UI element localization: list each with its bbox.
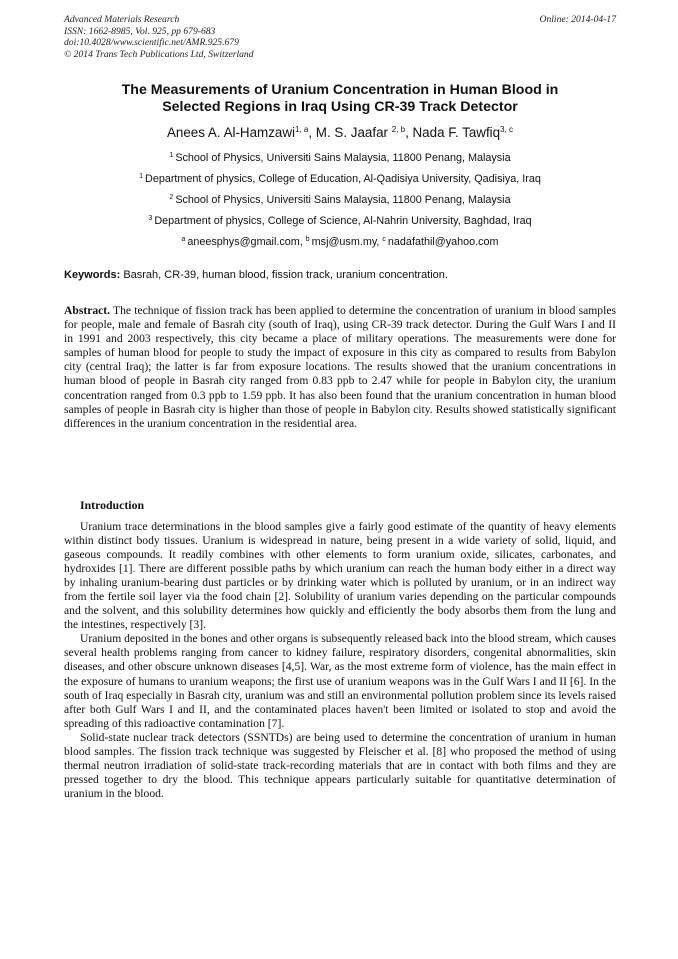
journal-name: Advanced Materials Research — [64, 14, 180, 25]
author-list: Anees A. Al-Hamzawi$^{1, a}$, M. S. Jaafar $^{2, b}$, Nada F. Tawfiq$^{3, c}$ — [166, 125, 514, 140]
affiliation-superscript: 1 — [139, 173, 144, 180]
keywords-text: Basrah, CR-39, human blood, fission track, uranium concentration. — [123, 269, 448, 281]
affiliation-superscript: 2 — [169, 194, 174, 201]
keywords — [64, 268, 616, 282]
affiliation-list — [64, 148, 616, 253]
affiliation-text: School of Physics, Universiti Sains Malaysia, 11800 Penang, Malaysia — [175, 152, 511, 164]
email-text: msj@usm.my, — [311, 236, 383, 248]
affiliation-superscript: 1 — [169, 152, 174, 159]
affiliation — [64, 169, 616, 190]
introduction-body — [64, 520, 616, 801]
abstract — [64, 304, 616, 431]
author-superscript: 2, b — [391, 125, 406, 134]
author-name: Anees A. Al-Hamzawi — [166, 125, 295, 140]
journal-header — [64, 14, 616, 60]
doi-line: doi:10.4028/www.scientific.net/AMR.925.679 — [64, 37, 239, 49]
affiliation — [64, 148, 616, 169]
section-heading-introduction: Introduction — [80, 498, 145, 512]
affiliation — [64, 190, 616, 211]
email-superscript: c — [382, 236, 386, 243]
email-superscript: a — [181, 236, 186, 243]
title-line-2: Selected Regions in Iraq Using CR-39 Track Detector — [162, 99, 518, 115]
email-text: aneesphys@gmail.com, — [187, 236, 306, 248]
copyright-line: © 2014 Trans Tech Publications Ltd, Switzerland — [64, 48, 254, 60]
keywords-label: Keywords: — [64, 269, 121, 281]
author-superscript: 3, c — [500, 125, 514, 134]
author-name: Nada F. Tawfiq — [412, 125, 501, 140]
paragraph: Uranium deposited in the bones and other organs is subsequently released back into the blood stream, which causes several health problems ranging from cancer to kidney failure, respiratory disorders, congenital abnormalities, skin diseases, and other obscure unknown diseases [4,5]. War, as the most extreme form of violence, has the main effect in the exposure of humans to uranium weapons; the first use of uranium weapons was in the Gulf Wars I and II [6]. In the south of Iraq especially in Basrah city, uranium was and still an environmental pollution problem since its levels raised after both Gulf Wars I and II, and the contaminated places haven't been limited or isolated to stop and avoid the spreading of this radioactive contamination [7]. — [64, 632, 616, 730]
affiliation-superscript: 3 — [148, 215, 153, 222]
affiliation-text: Department of physics, College of Education, Al-Qadisiya University, Qadisiya, Iraq — [145, 173, 541, 185]
abstract-label: Abstract. — [64, 304, 111, 317]
paragraph: Solid-state nuclear track detectors (SSNTDs) are being used to determine the concentration of uranium in human blood samples. The fission track technique was suggested by Fleischer et al. [8] who proposed the method of using thermal neutron irradiation of solid-state track-recording materials that are in contact with both films and they are pressed together to dry the blood. This technique appears particularly suitable for quantitative determination of uranium in the blood. — [64, 730, 616, 800]
email-superscript: b — [305, 236, 310, 243]
email-text: nadafathil@yahoo.com — [387, 236, 499, 248]
author-name: M. S. Jaafar — [315, 125, 388, 140]
affiliation-text: School of Physics, Universiti Sains Malaysia, 11800 Penang, Malaysia — [175, 194, 511, 206]
email-line — [64, 232, 616, 253]
abstract-text: The technique of fission track has been applied to determine the concentration of uranium in blood samples for people, male and female of Basrah city (south of Iraq), using CR-39 track detector. During the Gulf Wars I and II in 1991 and 2003 respectively, this city became a place of military operations. The measurements were done for samples of human blood for people to study the impact of exposure in this city as compared to results from Babylon city (central Iraq); the latter is far from exposure locations. The results showed that the uranium concentrations in human blood of people in Basrah city ranged from 0.83 ppb to 2.47 while for people in Babylon city, the uranium concentration ranged from 0.3 ppb to 1.59 ppb. It has also been found that the uranium concentration in human blood samples of people in Basrah city is higher than those of people in Babylon city. Results showed statistically significant differences in the uranium concentration in the residential area. — [64, 304, 616, 430]
paragraph: Uranium trace determinations in the blood samples give a fairly good estimate of the quantity of heavy elements within distinct body tissues. Uranium is widespread in nature, being present in a wide variety of solid, liquid, and gaseous compounds. It readily combines with other elements to form uranium oxide, silicates, carbonates, and hydroxides [1]. There are different possible paths by which uranium can reach the human body either in a direct way by inhaling uranium-bearing dust particles or by drinking water which is polluted by uranium, or in an indirect way from the fertile soil layer via the food chain [2]. Solubility of uranium varies depending on the particular compounds and the solvent, and this solubility determines how quickly and efficiently the body absorbs them from the lung and the intestines, respectively [3]. — [64, 520, 616, 632]
affiliation — [64, 211, 616, 232]
affiliation-text: Department of physics, College of Science, Al-Nahrin University, Baghdad, Iraq — [154, 215, 532, 227]
issn-line: ISSN: 1662-8985, Vol. 925, pp 679-683 — [64, 25, 216, 37]
paper-title — [64, 82, 616, 116]
title-line-1: The Measurements of Uranium Concentration in Human Blood in — [121, 82, 559, 98]
online-date: Online: 2014-04-17 — [539, 14, 616, 25]
author-superscript: 1, a — [295, 125, 309, 134]
